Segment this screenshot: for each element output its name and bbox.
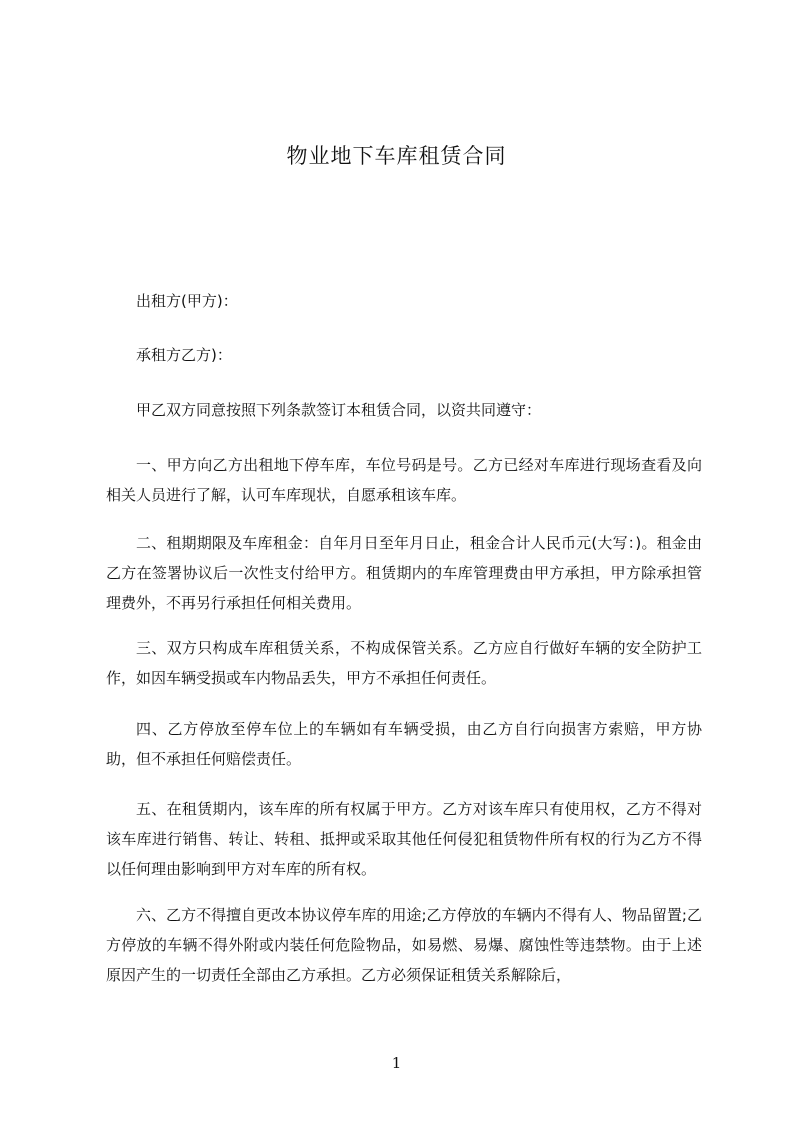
- clause-5: 五、在租赁期内，该车库的所有权属于甲方。乙方对该车库只有使用权，乙方不得对该车库进行销售、转让、转租、抵押或采取其他任何侵犯租赁物件所有权的行为乙方不得以任何理由影响到甲方对车库的所有权。: [106, 800, 702, 878]
- clause-2: 二、租期期限及车库租金：自年月日至年月日止，租金合计人民币元(大写：)。租金由乙方在签署协议后一次性支付给甲方。租赁期内的车库管理费由甲方承担，甲方除承担管理费外，不再另行承担任何相关费用。: [106, 534, 702, 612]
- clause-4: 四、乙方停放至停车位上的车辆如有车辆受损，由乙方自行向损害方索赔，甲方协助，但不承担任何赔偿责任。: [106, 720, 702, 768]
- clause-3: 三、双方只构成车库租赁关系，不构成保管关系。乙方应自行做好车辆的安全防护工作，如因车辆受损或车内物品丢失，甲方不承担任何责任。: [106, 639, 702, 687]
- clause-1: 一、甲方向乙方出租地下停车库，车位号码是号。乙方已经对车库进行现场查看及向相关人员进行了解，认可车库现状，自愿承租该车库。: [106, 456, 702, 504]
- agreement-intro: 甲乙双方同意按照下列条款签订本租赁合同，以资共同遵守：: [136, 401, 542, 419]
- page-number: 1: [391, 1054, 402, 1072]
- lessee-line: 承租方乙方)：: [136, 346, 232, 364]
- clause-6: 六、乙方不得擅自更改本协议停车库的用途;乙方停放的车辆内不得有人、物品留置;乙方停放的车辆不得外附或内装任何危险物品，如易燃、易爆、腐蚀性等违禁物。由于上述原因产生的一切责任全部由乙方承担。乙方必须保证租赁关系解除后，: [106, 906, 702, 984]
- document-title: 物业地下车库租赁合同: [286, 144, 507, 168]
- lessor-line: 出租方(甲方)：: [136, 292, 238, 310]
